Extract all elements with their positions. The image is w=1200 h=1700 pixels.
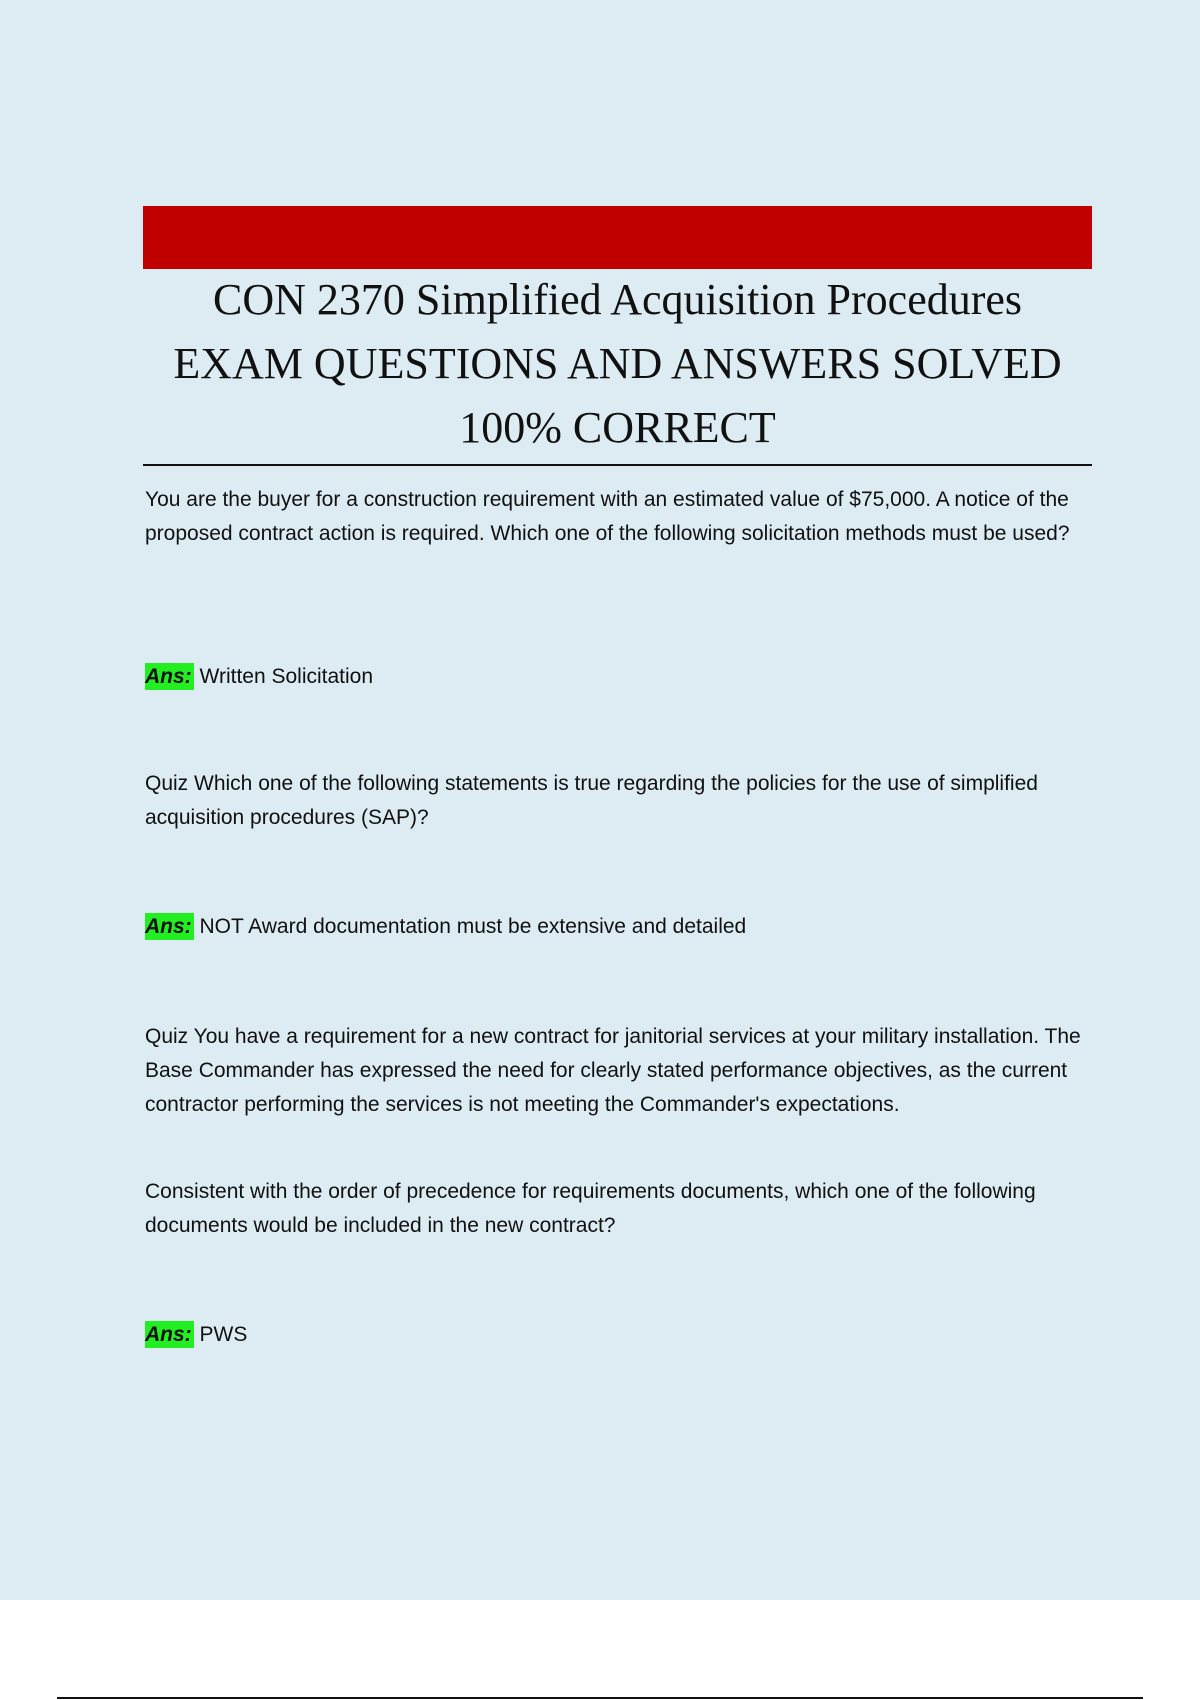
answer-label: Ans: xyxy=(145,1323,192,1346)
answer-label: Ans: xyxy=(145,915,192,938)
answer-text: NOT Award documentation must be extensive and detailed xyxy=(199,915,747,938)
answer-1 xyxy=(145,662,373,692)
question-1: You are the buyer for a construction requirement with an estimated value of $75,000. A notice of the proposed contract action is required. Which one of the following solicitation methods must be used? xyxy=(145,488,1070,545)
title-line-1: CON 2370 Simplified Acquisition Procedures xyxy=(212,275,1023,324)
question-3-continued: Consistent with the order of precedence for requirements documents, which one of the following documents would be included in the new contract? xyxy=(145,1180,1036,1237)
answer-label: Ans: xyxy=(145,665,192,688)
header-red-bar xyxy=(143,206,1092,269)
document-title xyxy=(143,268,1092,460)
title-divider xyxy=(143,464,1092,466)
footer-divider xyxy=(57,1697,1143,1699)
answer-3 xyxy=(145,1320,247,1350)
title-line-2: EXAM QUESTIONS AND ANSWERS SOLVED xyxy=(173,339,1062,388)
question-3: Quiz You have a requirement for a new contract for janitorial services at your military installation. The Base Commander has expressed the need for clearly stated performance objectives, as the current contractor performing the services is not meeting the Commander's expectations. xyxy=(145,1025,1081,1116)
title-line-3: 100% CORRECT xyxy=(459,403,776,452)
question-2: Quiz Which one of the following statements is true regarding the policies for the use of simplified acquisition procedures (SAP)? xyxy=(145,772,1038,829)
answer-text: PWS xyxy=(199,1323,248,1346)
answer-2 xyxy=(145,912,746,942)
answer-text: Written Solicitation xyxy=(199,665,374,688)
